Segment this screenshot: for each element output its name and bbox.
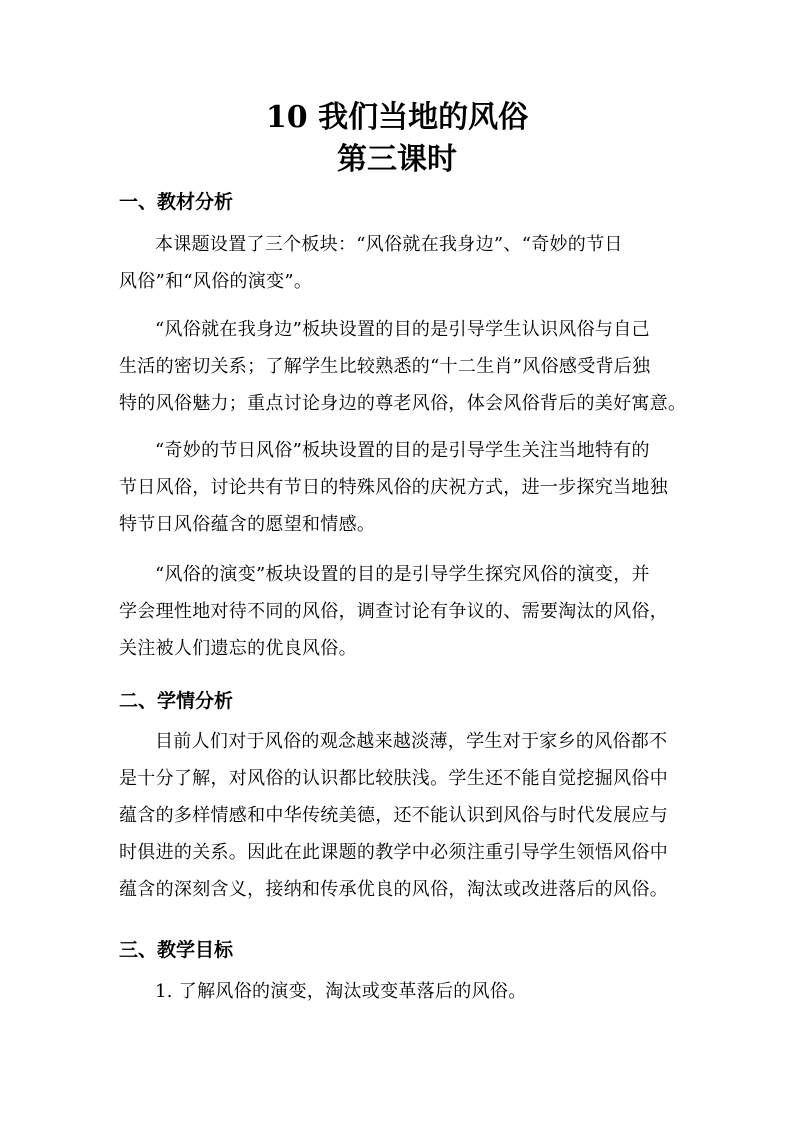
paragraph [119, 556, 679, 667]
paragraph [119, 226, 679, 300]
text-line: 蕴含的深刻含义，接纳和传承优良的风俗，淘汰或改进落后的风俗。 [119, 879, 668, 900]
text-line: 生活的密切关系；了解学生比较熟悉的“十二生肖”风俗感受背后独 [119, 356, 651, 377]
section-heading-learner-analysis: 二、学情分析 [119, 690, 234, 712]
text-line: 本课题设置了三个板块：“风俗就在我身边”、“奇妙的节日 [155, 234, 623, 255]
paragraph [119, 973, 679, 1010]
text-line: 蕴含的多样情感和中华传统美德，还不能认识到风俗与时代发展应与 [119, 805, 668, 826]
text-line: 学会理性地对待不同的风俗，调查讨论有争议的、需要淘汰的风俗， [119, 601, 668, 622]
text-line: 目前人们对于风俗的观念越来越淡薄，学生对于家乡的风俗都不 [155, 731, 668, 752]
text-line: 节日风俗，讨论共有节日的特殊风俗的庆祝方式，进一步探究当地独 [119, 477, 668, 498]
section-heading-textbook-analysis: 一、教材分析 [119, 191, 234, 213]
document-title: 10 我们当地的风俗 [265, 100, 529, 135]
text-line: 时俱进的关系。因此在此课题的教学中必须注重引导学生领悟风俗中 [119, 842, 668, 863]
text-line: 1. 了解风俗的演变，淘汰或变革落后的风俗。 [155, 981, 527, 1002]
text-line: 风俗”和“风俗的演变”。 [119, 271, 313, 292]
text-line: 特节日风俗蕴含的愿望和情感。 [119, 514, 376, 535]
text-line: “风俗的演变”板块设置的目的是引导学生探究风俗的演变，并 [155, 564, 650, 585]
text-line: 特的风俗魅力；重点讨论身边的尊老风俗，体会风俗背后的美好寓意。 [119, 393, 687, 414]
text-line: “奇妙的节日风俗”板块设置的目的是引导学生关注当地特有的 [155, 440, 650, 461]
paragraph [119, 311, 687, 422]
paragraph [119, 723, 679, 908]
paragraph [119, 432, 679, 543]
section-heading-teaching-objectives: 三、教学目标 [119, 939, 234, 961]
document-subtitle: 第三课时 [337, 142, 457, 177]
text-line: 关注被人们遗忘的优良风俗。 [119, 638, 357, 659]
text-line: “风俗就在我身边”板块设置的目的是引导学生认识风俗与自己 [155, 319, 650, 340]
text-line: 是十分了解，对风俗的认识都比较肤浅。学生还不能自觉挖掘风俗中 [119, 768, 668, 789]
